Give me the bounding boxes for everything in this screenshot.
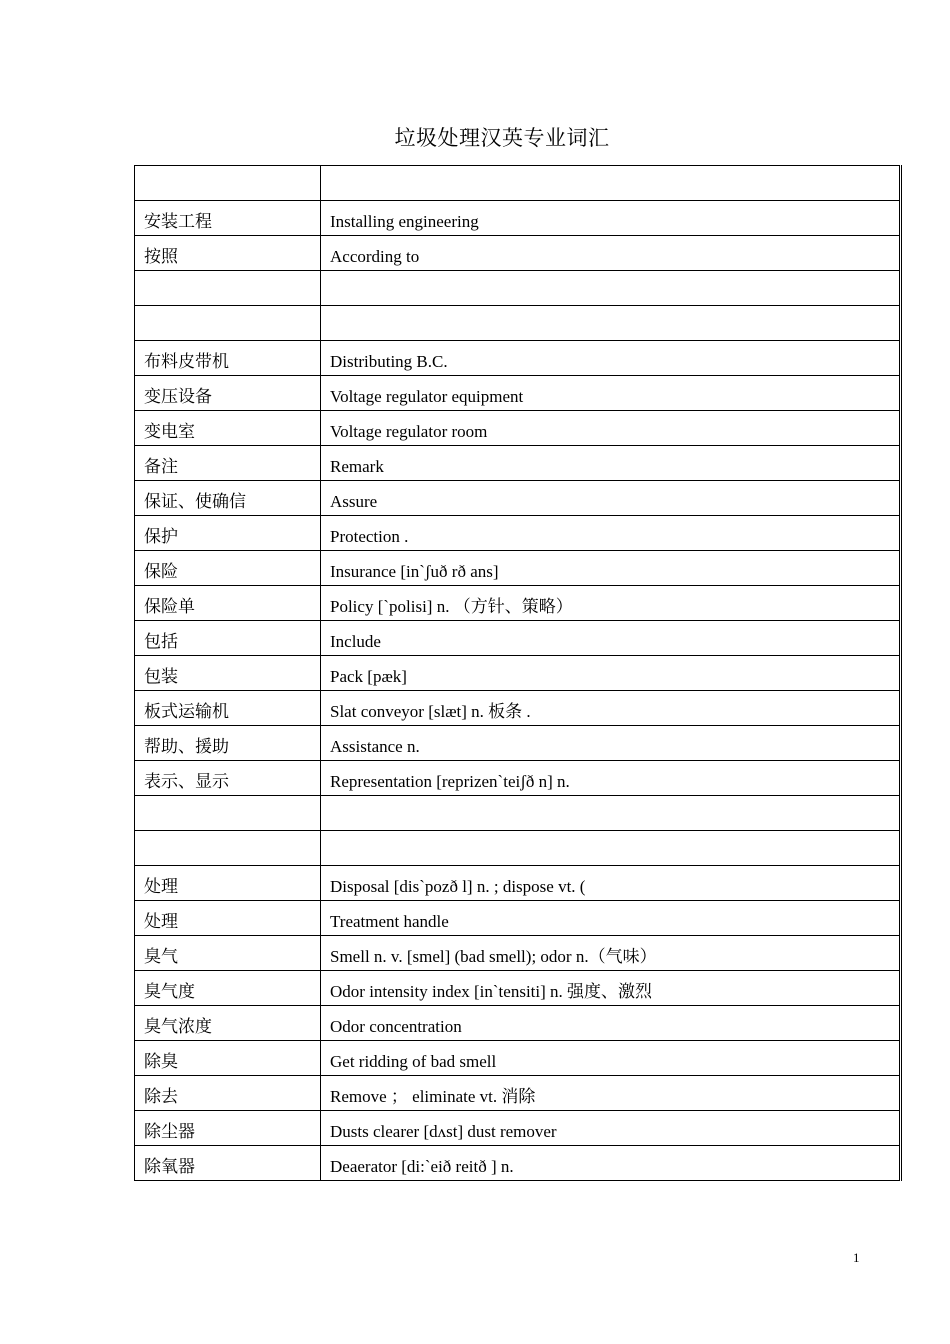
table-row — [135, 1006, 901, 1041]
chinese-term-cell: 保证、使确信 — [135, 481, 321, 516]
table-row — [135, 446, 901, 481]
english-term-cell: Get ridding of bad smell — [321, 1041, 901, 1076]
table-row — [135, 936, 901, 971]
chinese-term-cell: 臭气浓度 — [135, 1006, 321, 1041]
english-term-cell: Assistance n. — [321, 726, 901, 761]
chinese-term-cell: 板式运输机 — [135, 691, 321, 726]
table-row — [135, 621, 901, 656]
chinese-term-cell — [135, 831, 321, 866]
chinese-term-cell — [135, 271, 321, 306]
english-term-cell: Insurance [in`ʃuð rð ans] — [321, 551, 901, 586]
english-term-cell — [321, 796, 901, 831]
page-number: 1 — [853, 1250, 860, 1265]
table-row — [135, 271, 901, 306]
table-row — [135, 586, 901, 621]
chinese-term-cell: 臭气 — [135, 936, 321, 971]
glossary-table — [134, 165, 902, 1181]
table-row — [135, 796, 901, 831]
table-row — [135, 376, 901, 411]
english-term-cell — [321, 306, 901, 341]
table-row — [135, 1041, 901, 1076]
table-row — [135, 1111, 901, 1146]
english-term-cell: Protection . — [321, 516, 901, 551]
chinese-term-cell — [135, 796, 321, 831]
chinese-term-cell: 处理 — [135, 901, 321, 936]
chinese-term-cell: 除臭 — [135, 1041, 321, 1076]
chinese-term-cell — [135, 306, 321, 341]
english-term-cell: Slat conveyor [slæt] n. 板条 . — [321, 691, 901, 726]
chinese-term-cell: 安装工程 — [135, 201, 321, 236]
english-term-cell — [321, 166, 901, 201]
chinese-term-cell: 表示、显示 — [135, 761, 321, 796]
table-row — [135, 411, 901, 446]
table-row — [135, 866, 901, 901]
english-term-cell — [321, 271, 901, 306]
chinese-term-cell — [135, 166, 321, 201]
table-row — [135, 1146, 901, 1181]
english-term-cell: Dusts clearer [dʌst] dust remover — [321, 1111, 901, 1146]
english-term-cell: Odor intensity index [in`tensiti] n. 强度、激烈 — [321, 971, 901, 1006]
english-term-cell: Deaerator [di:`eið reitð ] n. — [321, 1146, 901, 1181]
table-row — [135, 971, 901, 1006]
english-term-cell: Odor concentration — [321, 1006, 901, 1041]
chinese-term-cell: 变压设备 — [135, 376, 321, 411]
table-row — [135, 831, 901, 866]
chinese-term-cell: 帮助、援助 — [135, 726, 321, 761]
chinese-term-cell: 备注 — [135, 446, 321, 481]
english-term-cell: Smell n. v. [smel] (bad smell); odor n.（气味） — [321, 936, 901, 971]
table-row — [135, 726, 901, 761]
chinese-term-cell: 处理 — [135, 866, 321, 901]
table-row — [135, 761, 901, 796]
english-term-cell: Voltage regulator equipment — [321, 376, 901, 411]
table-row — [135, 236, 901, 271]
english-term-cell: Include — [321, 621, 901, 656]
chinese-term-cell: 除氧器 — [135, 1146, 321, 1181]
document-title: 垃圾处理汉英专业词汇 — [394, 126, 610, 150]
english-term-cell: Disposal [dis`pozð l] n. ; dispose vt. ( — [321, 866, 901, 901]
chinese-term-cell: 布料皮带机 — [135, 341, 321, 376]
english-term-cell: Representation [reprizen`teiʃð n] n. — [321, 761, 901, 796]
chinese-term-cell: 包括 — [135, 621, 321, 656]
chinese-term-cell: 除尘器 — [135, 1111, 321, 1146]
chinese-term-cell: 保护 — [135, 516, 321, 551]
chinese-term-cell: 保险单 — [135, 586, 321, 621]
english-term-cell: Assure — [321, 481, 901, 516]
table-row — [135, 341, 901, 376]
table-row — [135, 656, 901, 691]
english-term-cell: Policy [`polisi] n. （方针、策略） — [321, 586, 901, 621]
english-term-cell: Remark — [321, 446, 901, 481]
chinese-term-cell: 包装 — [135, 656, 321, 691]
english-term-cell: Pack [pæk] — [321, 656, 901, 691]
english-term-cell: According to — [321, 236, 901, 271]
english-term-cell: Voltage regulator room — [321, 411, 901, 446]
table-row — [135, 901, 901, 936]
table-row — [135, 516, 901, 551]
english-term-cell — [321, 831, 901, 866]
table-row — [135, 481, 901, 516]
table-row — [135, 306, 901, 341]
chinese-term-cell: 变电室 — [135, 411, 321, 446]
chinese-term-cell: 保险 — [135, 551, 321, 586]
glossary-body — [135, 166, 901, 1181]
table-row — [135, 691, 901, 726]
table-row — [135, 166, 901, 201]
table-row — [135, 1076, 901, 1111]
english-term-cell: Remove ； eliminate vt. 消除 — [321, 1076, 901, 1111]
chinese-term-cell: 除去 — [135, 1076, 321, 1111]
chinese-term-cell: 按照 — [135, 236, 321, 271]
table-row — [135, 201, 901, 236]
table-row — [135, 551, 901, 586]
english-term-cell: Distributing B.C. — [321, 341, 901, 376]
chinese-term-cell: 臭气度 — [135, 971, 321, 1006]
english-term-cell: Treatment handle — [321, 901, 901, 936]
english-term-cell: Installing engineering — [321, 201, 901, 236]
